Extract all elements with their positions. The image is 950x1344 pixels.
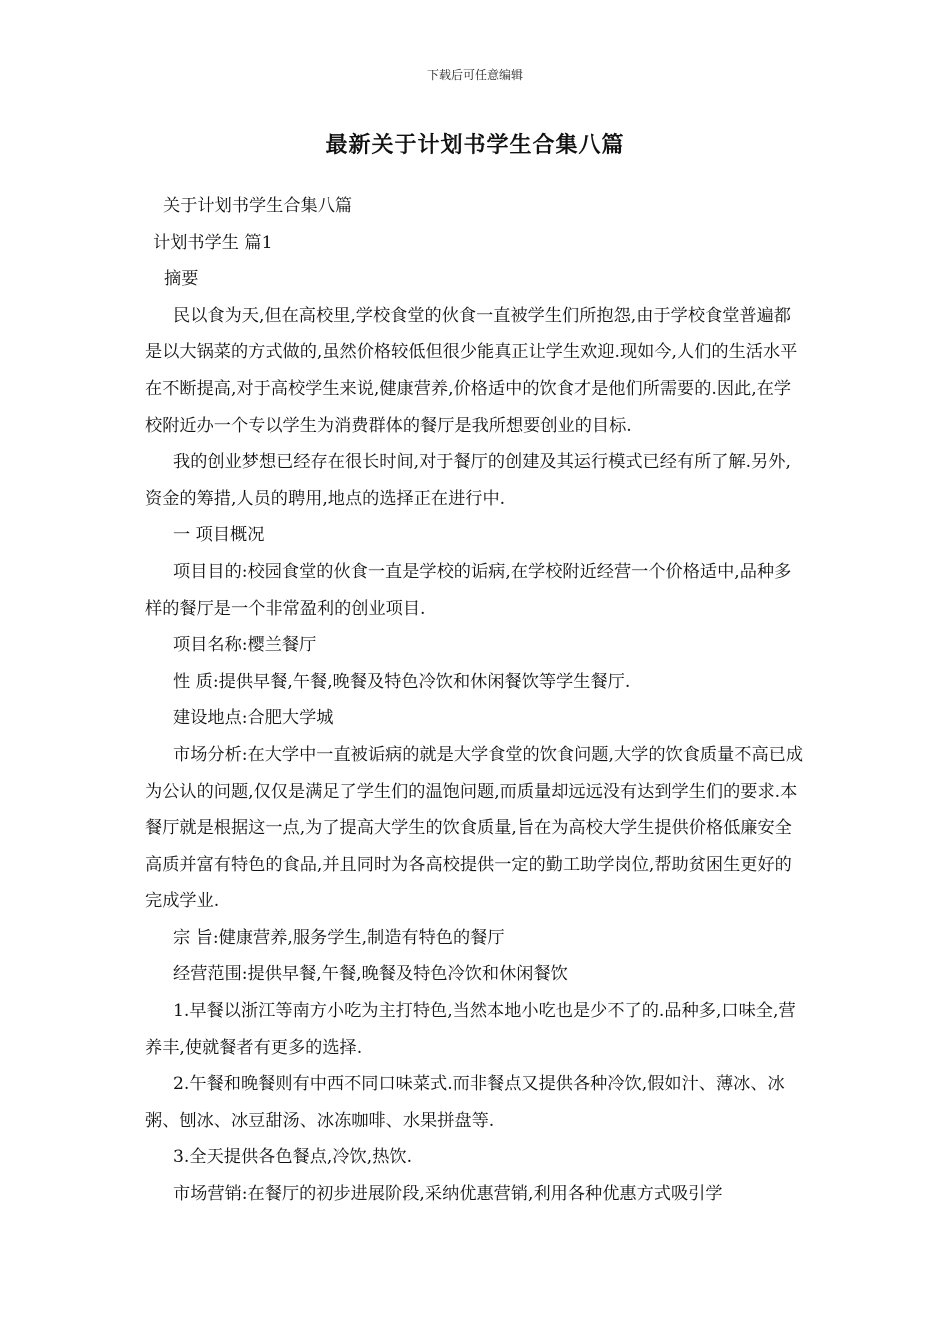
paragraph: 经营范围:提供早餐,午餐,晚餐及特色冷饮和休闲餐饮	[173, 964, 568, 985]
document-body	[145, 188, 807, 1213]
list-item: 3.全天提供各色餐点,冷饮,热饮.	[173, 1147, 413, 1168]
abstract-label: 摘要	[164, 269, 199, 290]
document-title: 最新关于计划书学生合集八篇	[325, 133, 625, 158]
header-note: 下载后可任意编辑	[426, 68, 523, 82]
paragraph: 性 质:提供早餐,午餐,晚餐及特色冷饮和休闲餐饮等学生餐厅.	[173, 671, 631, 692]
list-item: 1.早餐以浙江等南方小吃为主打特色,当然本地小吃也是少不了的.品种多,口味全,营养丰,使就餐者有更多的选择.	[145, 1001, 796, 1058]
subtitle: 关于计划书学生合集八篇	[163, 196, 353, 216]
paragraph: 民以食为天,但在高校里,学校食堂的伙食一直被学生们所抱怨,由于学校食堂普遍都是以大锅菜的方式做的,虽然价格较低但很少能真正让学生欢迎.现如今,人们的生活水平在不断提高,对于高校学生来说,健康营养,价格适中的饮食才是他们所需要的.因此,在学校附近办一个专以学生为消费群体的餐厅是我所想要创业的目标.	[145, 305, 798, 436]
list-item: 2.午餐和晚餐则有中西不同口味菜式.而非餐点又提供各种冷饮,假如汁、薄冰、冰粥、刨冰、冰豆甜汤、冰冻咖啡、水果拼盘等.	[145, 1074, 785, 1131]
paragraph: 项目目的:校园食堂的伙食一直是学校的诟病,在学校附近经营一个价格适中,品种多样的餐厅是一个非常盈利的创业项目.	[145, 561, 792, 619]
section-heading: 计划书学生 篇1	[153, 232, 273, 253]
paragraph: 我的创业梦想已经存在很长时间,对于餐厅的创建及其运行模式已经有所了解.另外,资金的筹措,人员的聘用,地点的选择正在进行中.	[145, 452, 791, 509]
section-heading: 一 项目概况	[173, 525, 265, 546]
paragraph: 宗 旨:健康营养,服务学生,制造有特色的餐厅	[173, 927, 505, 948]
paragraph: 市场营销:在餐厅的初步进展阶段,采纳优惠营销,利用各种优惠方式吸引学	[173, 1184, 723, 1205]
paragraph: 项目名称:樱兰餐厅	[173, 635, 317, 656]
paragraph: 市场分析:在大学中一直被诟病的就是大学食堂的饮食问题,大学的饮食质量不高已成为公认的问题,仅仅是满足了学生们的温饱问题,而质量却远远没有达到学生们的要求.本餐厅就是根据这一点,为了提高大学生的饮食质量,旨在为高校大学生提供价格低廉安全高质并富有特色的食品,并且同时为各高校提供一定的勤工助学岗位,帮助贫困生更好的完成学业.	[145, 744, 804, 912]
paragraph: 建设地点:合肥大学城	[173, 708, 334, 729]
